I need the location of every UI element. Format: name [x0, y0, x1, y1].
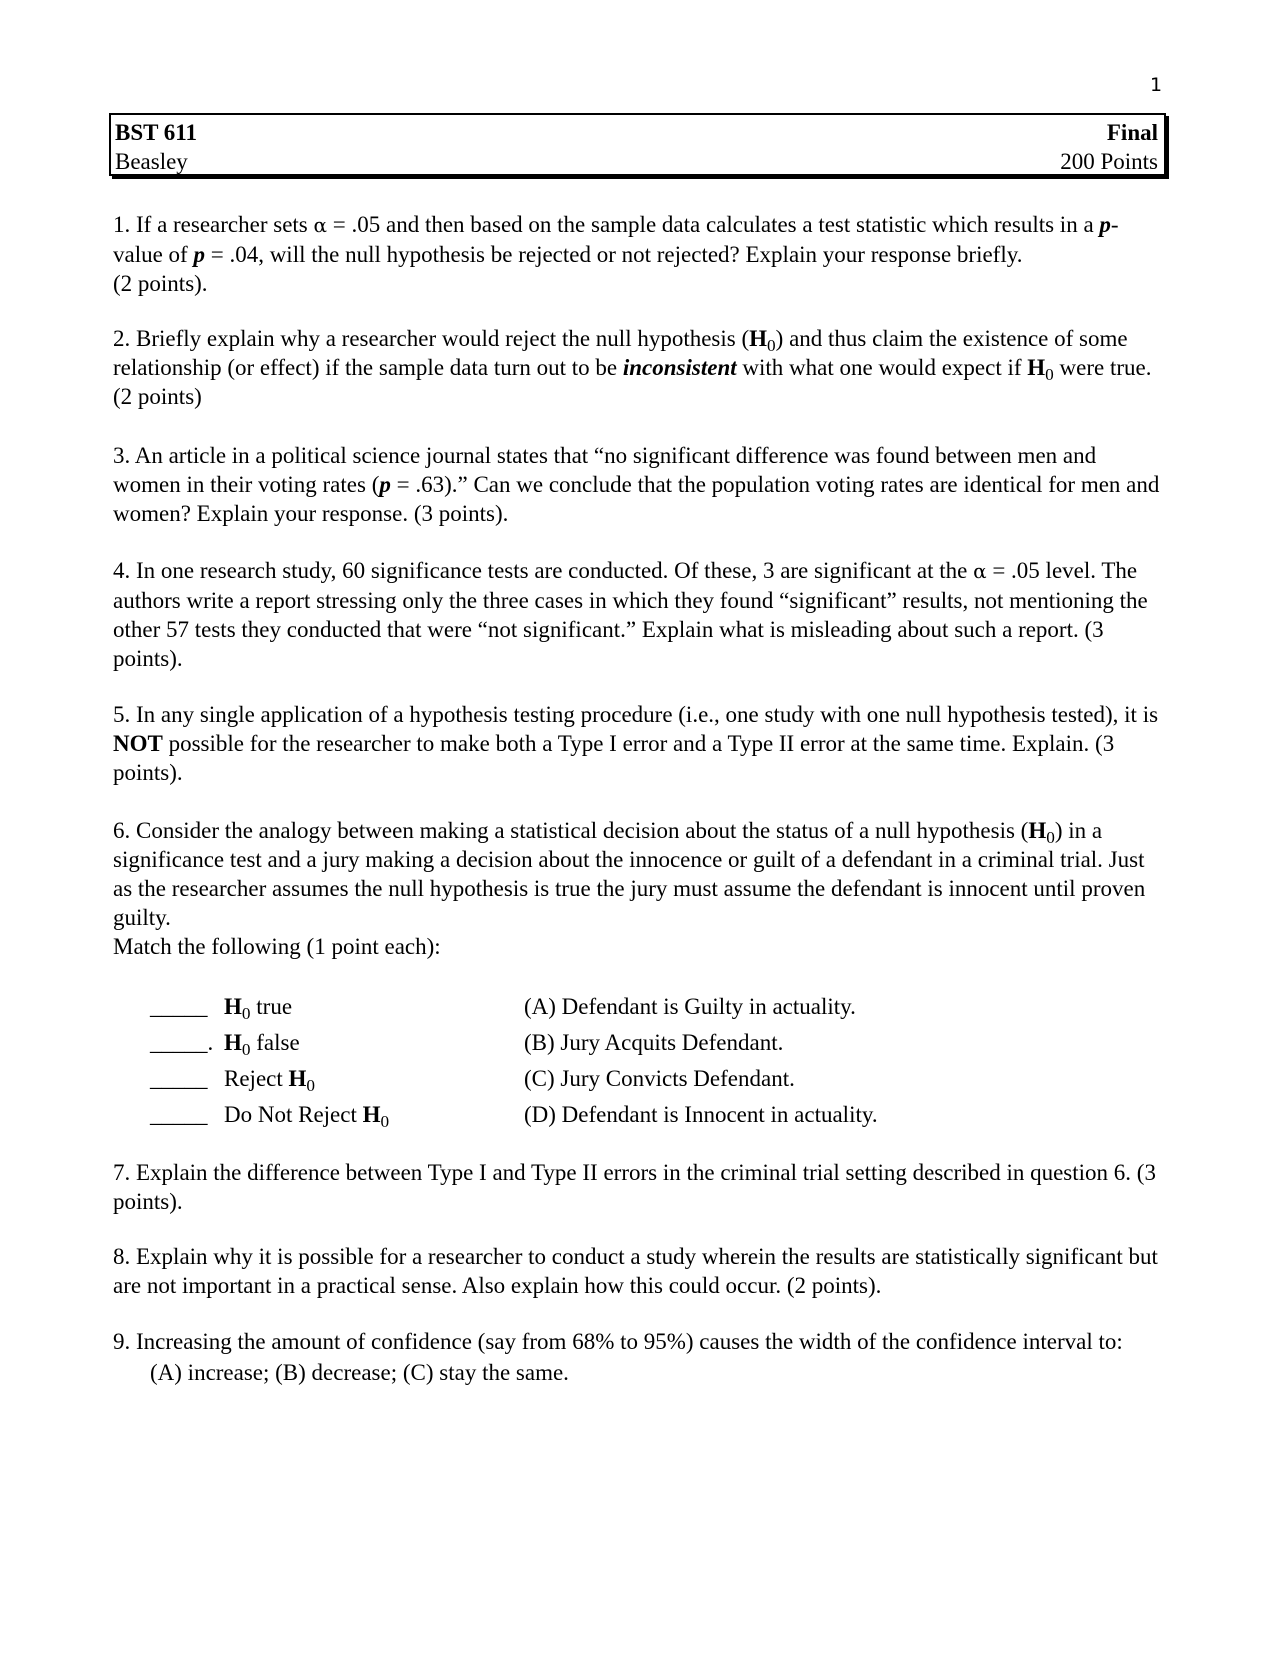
- question-5: 5. In any single application of a hypothesis testing procedure (i.e., one study with one null hypothesis tested), it is NOT possible for the researcher to make both a Type I error and a Type II error at the same time. Explain. (3 points).: [113, 702, 1159, 785]
- answer-blank[interactable]: _____: [150, 1066, 208, 1091]
- question-8: 8. Explain why it is possible for a researcher to conduct a study wherein the results are statistically significant but are not important in a practical sense. Also explain how this could occur. (2 points).: [113, 1244, 1158, 1298]
- match-row: _____ $H_0$ true (A) Defendant is Guilty in actuality.: [150, 989, 1168, 1025]
- question-4: 4. In one research study, 60 significance tests are conducted. Of these, 3 are significant at the α = .05 level. The authors write a report stressing only the three cases in which they found “significant” results, not mentioning the other 57 tests they conducted that were “not significant.” Explain what is misleading about such a report. (3 points).: [113, 558, 1148, 671]
- exam-questions: [113, 210, 1168, 1387]
- match-row: _____ Do Not Reject $H_0$ (D) Defendant is Innocent in actuality.: [150, 1097, 1168, 1133]
- page-number: 1: [1150, 74, 1163, 96]
- question-9-options: (A) increase; (B) decrease; (C) stay the same.: [150, 1360, 569, 1385]
- total-points: 200 Points: [1060, 149, 1158, 174]
- answer-blank[interactable]: _____.: [150, 1030, 214, 1055]
- course-code: BST 611: [115, 120, 198, 145]
- question-9: 9. Increasing the amount of confidence (say from 68% to 95%) causes the width of the confidence interval to:: [113, 1329, 1123, 1354]
- question-2: 2. Briefly explain why a researcher would reject the null hypothesis $(H_0)$ and thus claim the existence of some relationship (or effect) if the sample data turn out to be inconsistent with what one would expect if $H_0$ were true. (2 points): [113, 326, 1152, 409]
- match-option: (C) Jury Convicts Defendant.: [524, 1066, 795, 1091]
- exam-type: Final: [1106, 120, 1158, 145]
- matching-table: [150, 989, 1168, 1133]
- question-7: 7. Explain the difference between Type I and Type II errors in the criminal trial setting described in question 6. (3 points).: [113, 1160, 1156, 1214]
- answer-blank[interactable]: _____: [150, 994, 208, 1019]
- match-option: (D) Defendant is Innocent in actuality.: [524, 1102, 878, 1127]
- match-option: (B) Jury Acquits Defendant.: [524, 1030, 784, 1055]
- match-row: _____. $H_0$ false (B) Jury Acquits Defendant.: [150, 1025, 1168, 1061]
- exam-header: [109, 113, 1166, 176]
- match-option: (A) Defendant is Guilty in actuality.: [524, 994, 856, 1019]
- question-6: 6. Consider the analogy between making a statistical decision about the status of a null hypothesis $(H_0)$ in a significance test and a jury making a decision about the innocence or guilt of a defendant in a criminal trial. Just as the researcher assumes the null hypothesis is true the jury must assume the defendant is innocent until proven guilty. Match the following (1 point each):: [113, 818, 1146, 959]
- answer-blank[interactable]: _____: [150, 1102, 208, 1127]
- instructor-name: Beasley: [115, 149, 188, 174]
- question-3: 3. An article in a political science journal states that “no significant difference was found between men and women in their voting rates (p = .63).” Can we conclude that the population voting rates are identical for men and women? Explain your response. (3 points).: [113, 443, 1160, 526]
- question-1: 1. If a researcher sets α = .05 and then based on the sample data calculates a test statistic which results in a p-value of p = .04, will the null hypothesis be rejected or not rejected? Explain your response briefly. (2 points).: [113, 212, 1119, 296]
- match-row: _____ Reject $H_0$ (C) Jury Convicts Defendant.: [150, 1061, 1168, 1097]
